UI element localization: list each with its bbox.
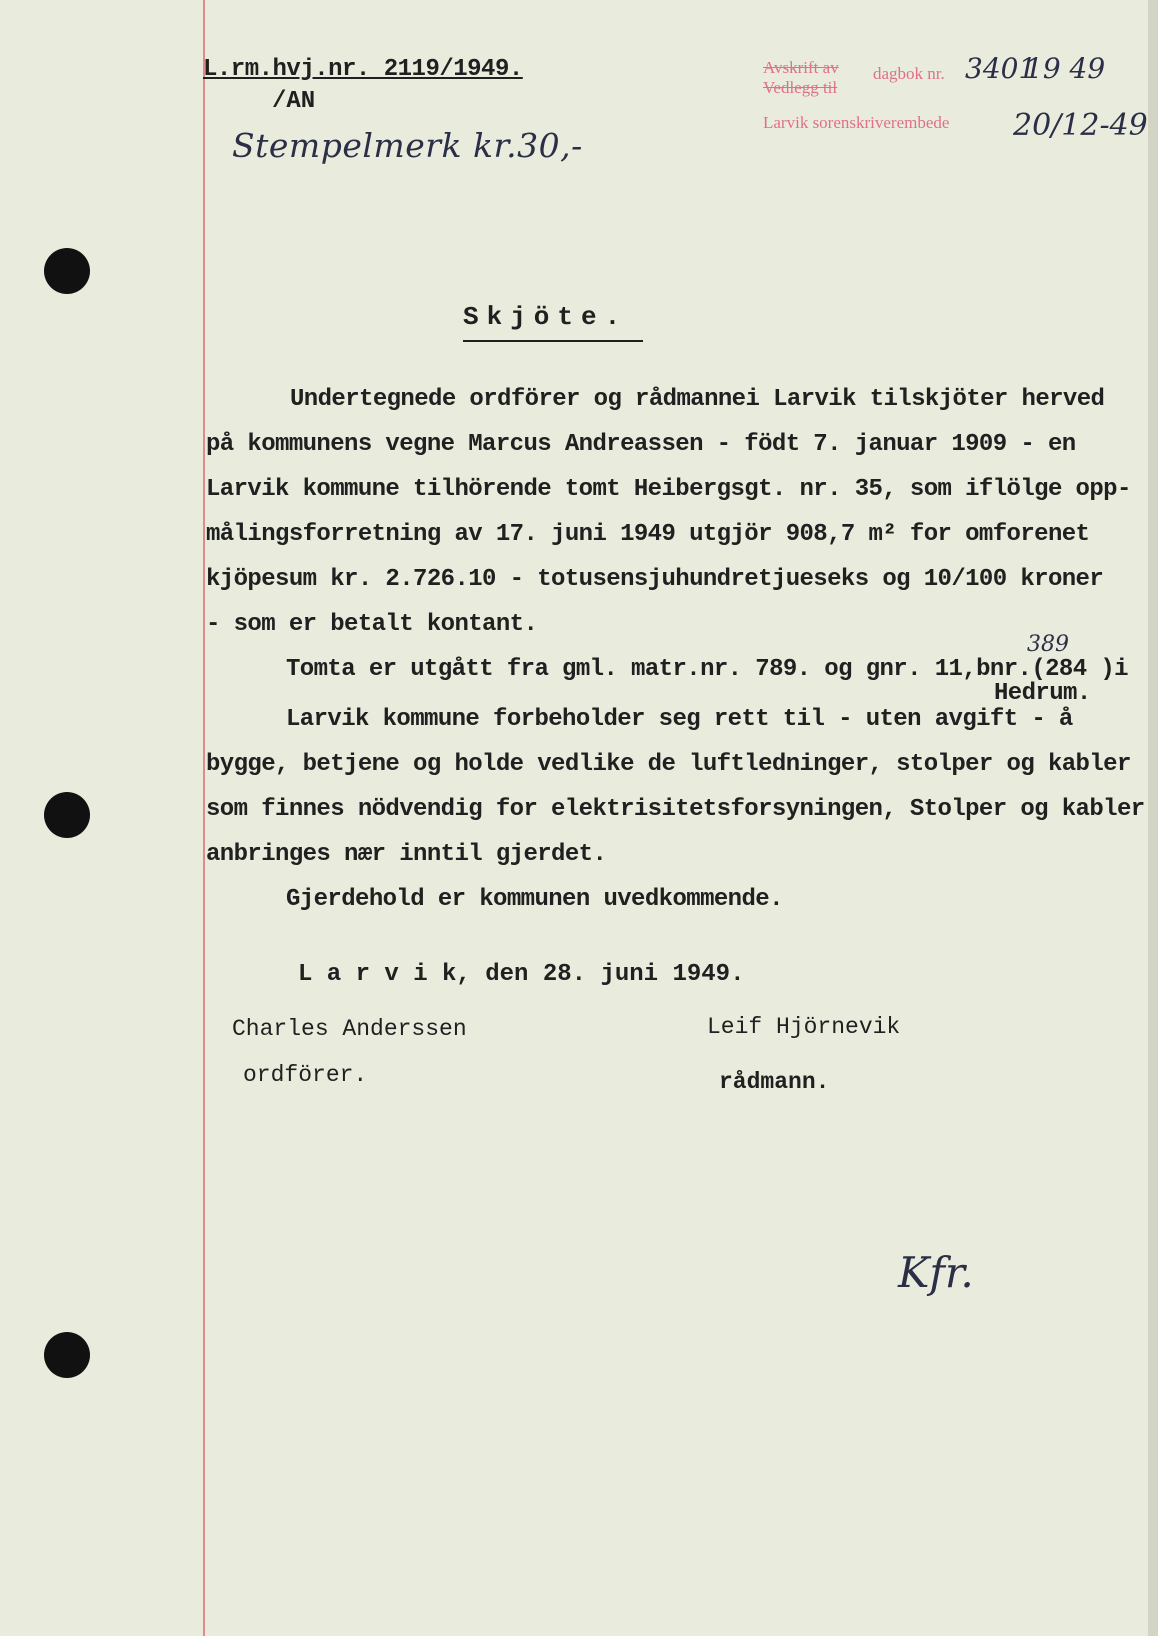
document-title: Skjöte. [463,302,629,332]
body-line: målingsforretning av 17. juni 1949 utgjör 908,7 m² for omforenet [206,521,1090,548]
body-line: Tomta er utgått fra gml. matr.nr. 789. og gnr. 11,bnr.(284 )i [286,656,1128,683]
body-line: Gjerdehold er kommunen uvedkommende. [286,886,783,913]
place-and-date: L a r v i k, den 28. juni 1949. [298,961,745,988]
punch-hole-middle [44,792,90,838]
title-underline [463,340,643,342]
signatory-right-name: Leif Hjörnevik [707,1014,901,1040]
body-line: som finnes nödvendig for elektrisitetsforsyningen, Stolper og kabler [206,796,1145,823]
stamp-duty-note: Stempelmerk kr.30,- [232,126,583,165]
body-line: - som er betalt kontant. [206,611,538,638]
body-line: Hedrum. [994,680,1091,707]
dagbok-number: 3401 [965,52,1037,85]
margin-note-389: 389 [1027,632,1069,657]
reference-number: L.rm.hvj.nr. 2119/1949. [203,56,523,83]
stamp-dagbok-label: dagbok nr. [873,64,945,83]
stamp-line-office: Larvik sorenskriverembede [763,113,950,132]
body-line: Undertegnede ordförer og rådmannei Larvik tilskjöter herved [290,386,1105,413]
stamp-line-vedlegg: Vedlegg til [763,78,838,97]
punch-hole-bottom [44,1332,90,1378]
body-line: anbringes nær inntil gjerdet. [206,841,607,868]
punch-hole-top [44,248,90,294]
initials: /AN [272,88,316,115]
body-line: Larvik kommune tilhörende tomt Heibergsgt. nr. 35, som iflölge opp- [206,476,1131,503]
signatory-right-title: rådmann. [719,1069,830,1095]
stamp-line-avskrift: Avskrift av [763,58,839,77]
body-line: bygge, betjene og holde vedlike de luftledninger, stolper og kabler [206,751,1131,778]
body-line: kjöpesum kr. 2.726.10 - totusensjuhundretjueseks og 10/100 kroner [206,566,1104,593]
registration-date: 20/12-49 [1013,108,1148,143]
signatory-left-title: ordförer. [243,1062,368,1088]
body-line: på kommunens vegne Marcus Andreassen - födt 7. januar 1909 - en [206,431,1076,458]
dagbok-year: 19 49 [1025,52,1106,85]
red-margin-line [203,0,205,1636]
body-line: Larvik kommune forbeholder seg rett til - uten avgift - å [286,706,1073,733]
signatory-left-name: Charles Anderssen [232,1016,467,1042]
handwritten-kfr-mark: Kfr. [898,1248,974,1297]
